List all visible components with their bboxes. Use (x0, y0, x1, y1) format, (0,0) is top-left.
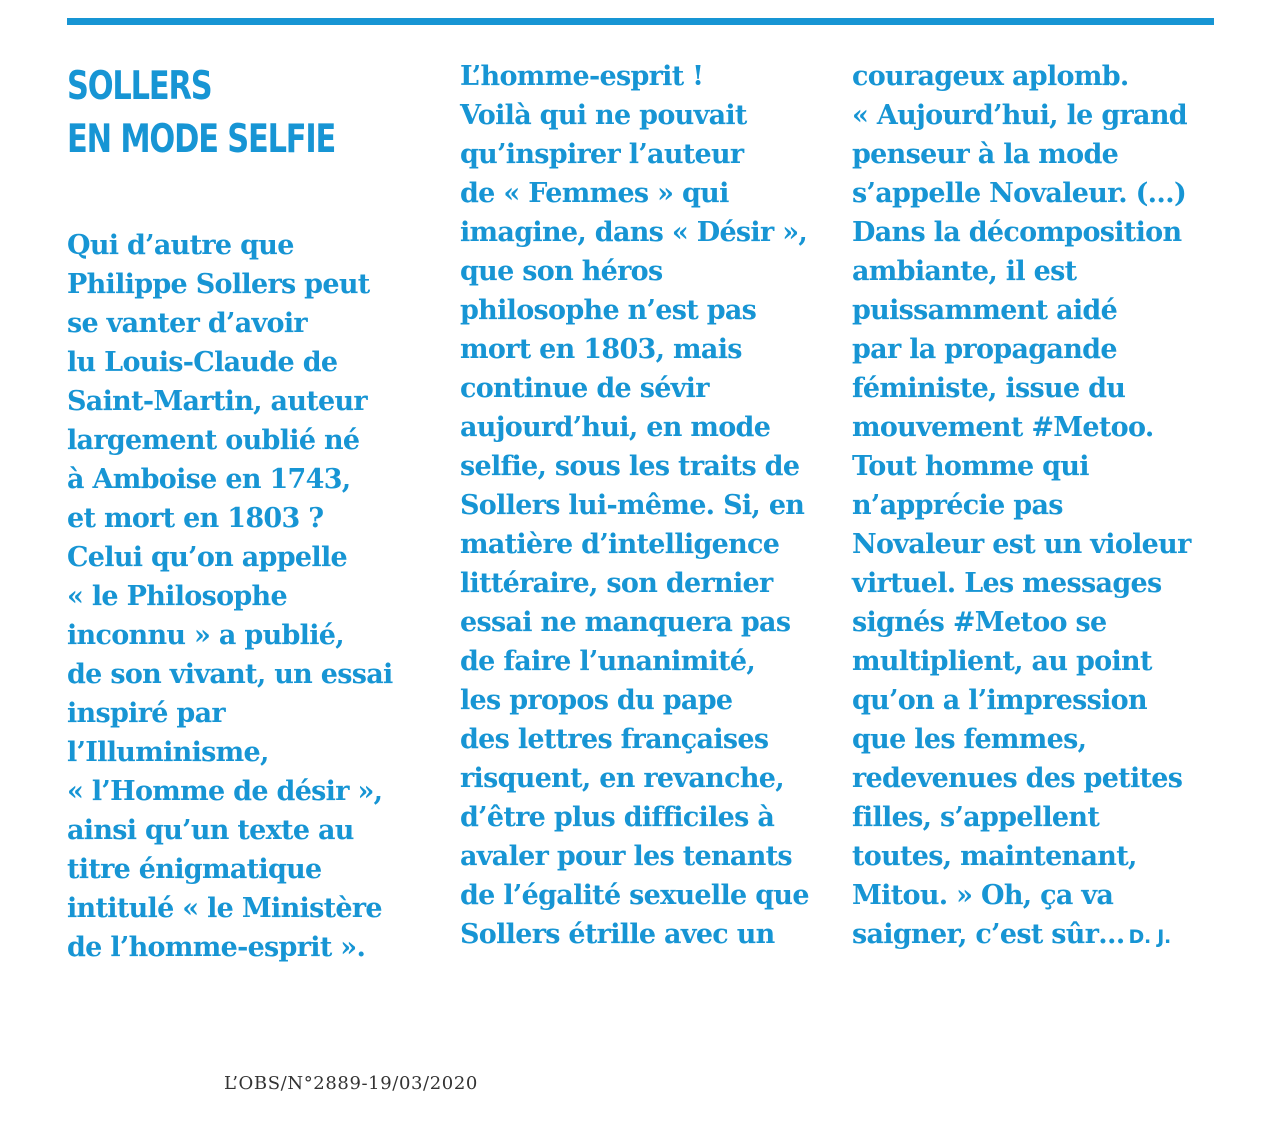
text-line: mort en 1803, mais (460, 334, 742, 365)
article-column-3 (852, 57, 1222, 957)
text-line: Dans la décomposition (852, 217, 1182, 248)
author-signature: D. J. (1128, 926, 1171, 948)
text-line: s’appelle Novaleur. (…) (852, 178, 1187, 209)
text-line: Sollers lui-même. Si, en (460, 490, 805, 521)
text-line: imagine, dans « Désir », (460, 217, 808, 248)
text-line: largement oublié né (67, 425, 360, 456)
text-line: de son vivant, un essai (67, 659, 393, 690)
issue-footer: L’OBS/N°2889-19/03/2020 (224, 1073, 478, 1094)
article-heading (67, 60, 437, 166)
article-column-1 (67, 57, 437, 967)
text-line: d’être plus difficiles à (460, 802, 775, 833)
text-line: l’Illuminisme, (67, 737, 269, 768)
heading-line: EN MODE SELFIE (67, 117, 336, 162)
text-line: inspiré par (67, 698, 225, 729)
text-line: filles, s’appellent (852, 802, 1100, 833)
text-line: courageux aplomb. (852, 61, 1129, 92)
text-line: multiplient, au point (852, 646, 1152, 677)
text-line: titre énigmatique (67, 854, 322, 885)
text-line: virtuel. Les messages (852, 568, 1162, 599)
text-line: Philippe Sollers peut (67, 269, 370, 300)
text-line: « le Philosophe (67, 581, 287, 612)
text-line: féministe, issue du (852, 373, 1126, 404)
text-line: Mitou. » Oh, ça va (852, 880, 1114, 911)
text-line: qu’on a l’impression (852, 685, 1147, 716)
top-rule (67, 18, 1214, 25)
text-line: aujourd’hui, en mode (460, 412, 771, 443)
text-line: de l’égalité sexuelle que (460, 880, 809, 911)
text-line: Voilà qui ne pouvait (460, 100, 747, 131)
text-line: les propos du pape (460, 685, 733, 716)
text-line: « Aujourd’hui, le grand (852, 100, 1187, 131)
text-line: et mort en 1803 ? (67, 503, 324, 534)
text-line: qu’inspirer l’auteur (460, 139, 744, 170)
text-line: lu Louis-Claude de (67, 347, 338, 378)
text-line: Qui d’autre que (67, 230, 294, 261)
column-3-text (852, 57, 1222, 915)
text-line: puissamment aidé (852, 295, 1118, 326)
text-line: avaler pour les tenants (460, 841, 792, 872)
text-line: matière d’intelligence (460, 529, 780, 560)
text-line: toutes, maintenant, (852, 841, 1137, 872)
text-line: mouvement #Metoo. (852, 412, 1154, 443)
text-line: Tout homme qui (852, 451, 1089, 482)
text-line: continue de sévir (460, 373, 709, 404)
text-line: Novaleur est un violeur (852, 529, 1191, 560)
text-line: L’homme-esprit ! (460, 61, 704, 92)
text-line: Saint-Martin, auteur (67, 386, 367, 417)
text-line: que son héros (460, 256, 663, 287)
text-line: ambiante, il est (852, 256, 1077, 287)
text-line: de l’homme-esprit ». (67, 932, 366, 963)
text-line: se vanter d’avoir (67, 308, 307, 339)
last-text-line (852, 915, 1222, 957)
text-line: « l’Homme de désir », (67, 776, 383, 807)
text-line: par la propagande (852, 334, 1117, 365)
text-line: de faire l’unanimité, (460, 646, 756, 677)
text-line: n’apprécie pas (852, 490, 1063, 521)
text-line: essai ne manquera pas (460, 607, 791, 638)
text-line: à Amboise en 1743, (67, 464, 351, 495)
text-line: inconnu » a publié, (67, 620, 344, 651)
text-line: littéraire, son dernier (460, 568, 773, 599)
text-line: intitulé « le Ministère (67, 893, 382, 924)
column-1-text (67, 226, 437, 967)
article-column-2 (460, 57, 830, 954)
column-2-text (460, 57, 830, 954)
text-line: penseur à la mode (852, 139, 1119, 170)
text-line: risquent, en revanche, (460, 763, 784, 794)
text-line: Celui qu’on appelle (67, 542, 347, 573)
text-line: selfie, sous les traits de (460, 451, 800, 482)
heading-line: SOLLERS (67, 64, 212, 109)
text-line: des lettres françaises (460, 724, 769, 755)
text-line: que les femmes, (852, 724, 1087, 755)
text-line: philosophe n’est pas (460, 295, 757, 326)
text-line: ainsi qu’un texte au (67, 815, 354, 846)
text-line: redevenues des petites (852, 763, 1183, 794)
text-line: Sollers étrille avec un (460, 919, 775, 950)
text-line: signés #Metoo se (852, 607, 1107, 638)
last-line-text: saigner, c’est sûr… (852, 919, 1125, 950)
text-line: de « Femmes » qui (460, 178, 729, 209)
